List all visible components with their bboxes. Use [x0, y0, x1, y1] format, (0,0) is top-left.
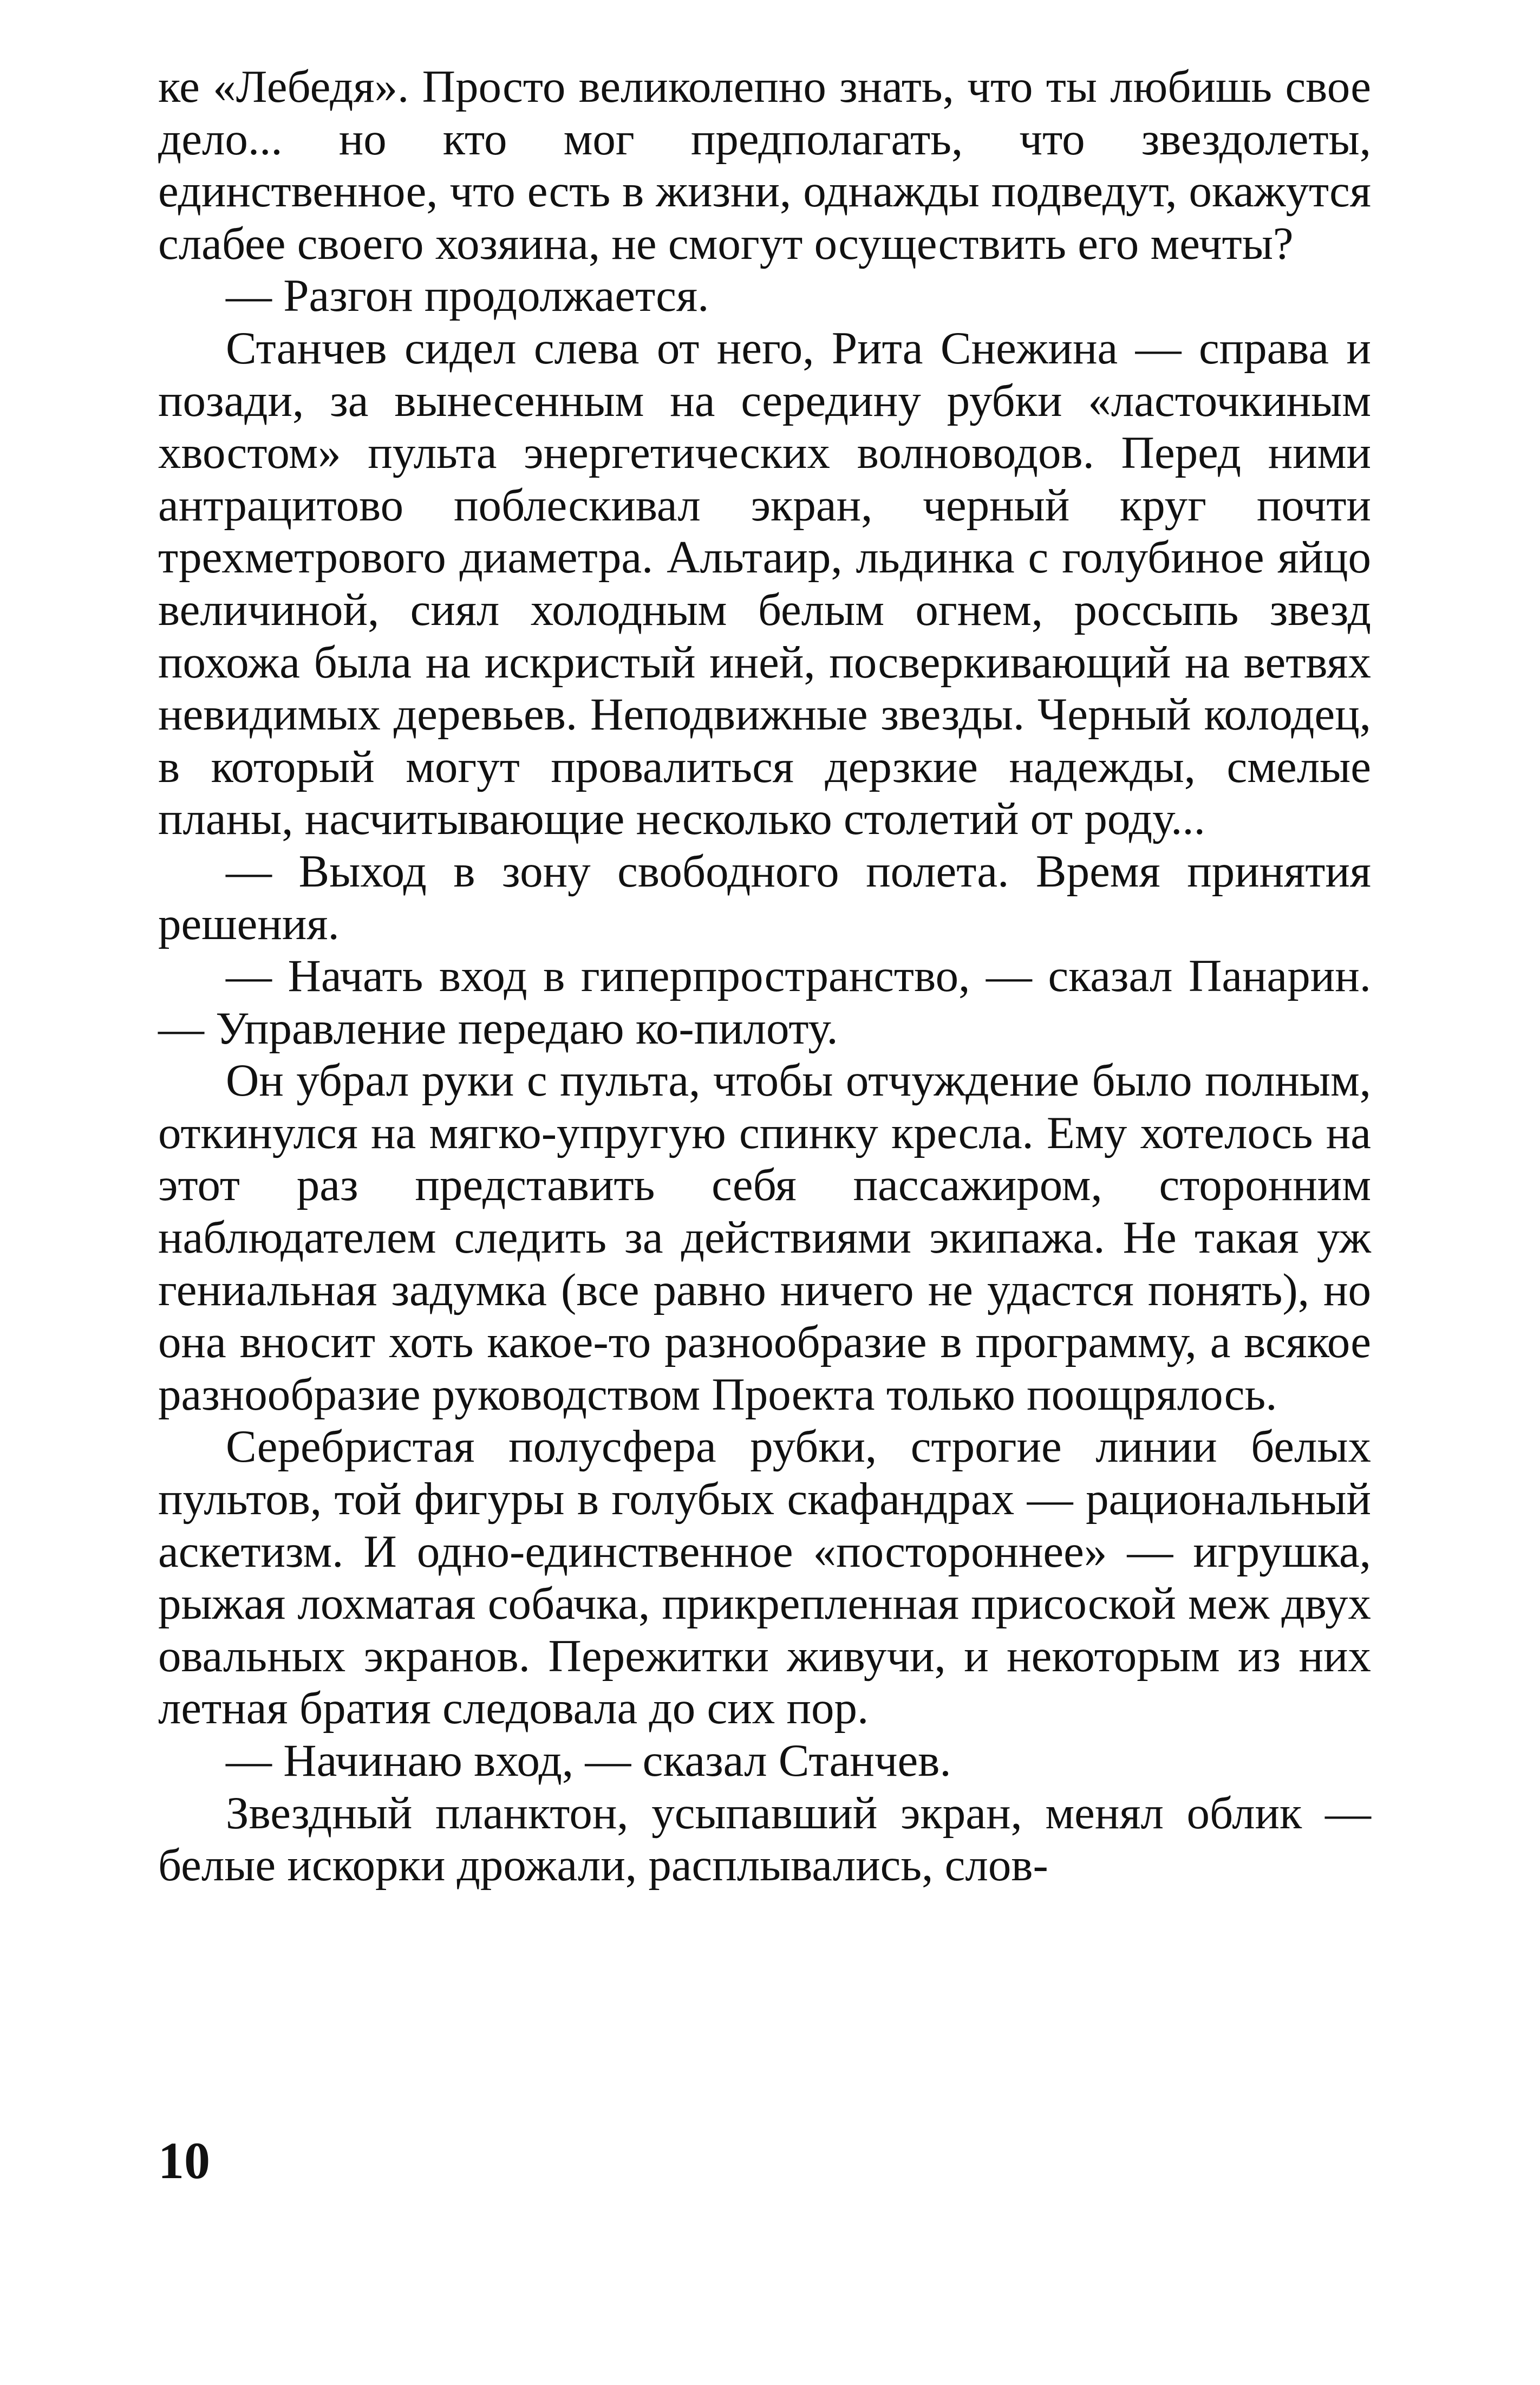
- paragraph-6: Он убрал руки с пульта, чтобы отчуждение было полным, откинулся на мягко-упругую спинку кресла. Ему хотелось на этот раз представить себя пассажиром, сторонним наблюдателем следить за действиями экипажа. Не такая уж гениальная задумка (все равно ничего не удастся понять), но она вносит хоть какое-то разнообразие в программу, а всякое разнообразие руководством Проекта только поощрялось.: [158, 1055, 1371, 1420]
- paragraph-2: — Разгон продолжается.: [226, 270, 709, 322]
- page-number: 10: [158, 2132, 210, 2189]
- paragraph-4: — Выход в зону свободного полета. Время принятия решения.: [158, 845, 1371, 949]
- paragraph-3: Станчев сидел слева от него, Рита Снежина — справа и позади, за вынесенным на середину рубки «ласточкиным хвостом» пульта энергетических волноводов. Перед ними антрацитово поблескивал экран, черный круг почти трехметрового диаметра. Альтаир, льдинка с голубиное яйцо величиной, сиял холодным белым огнем, россыпь звезд похожа была на искристый иней, посверкивающий на ветвях невидимых деревьев. Неподвижные звезды. Черный колодец, в который могут провалиться дерзкие надежды, смелые планы, насчитывающие несколько столетий от роду...: [158, 322, 1371, 845]
- paragraph-5: — Начать вход в гиперпространство, — сказал Панарин. — Управление передаю ко-пилоту.: [158, 950, 1371, 1054]
- paragraph-7: Серебристая полусфера рубки, строгие линии белых пультов, той фигуры в голубых скафандрах — рациональный аскетизм. И одно-единственное «постороннее» — игрушка, рыжая лохматая собачка, прикрепленная присоской меж двух овальных экранов. Пережитки живучи, и некоторым из них летная братия следовала до сих пор.: [158, 1421, 1371, 1734]
- paragraph-9: Звездный планктон, усыпавший экран, менял облик — белые искорки дрожали, расплывались, слов-: [158, 1787, 1371, 1891]
- paragraph-8: — Начинаю вход, — сказал Станчев.: [226, 1735, 951, 1786]
- paragraph-1: ке «Лебедя». Просто великолепно знать, что ты любишь свое дело... но кто мог предполагать, что звездолеты, единственное, что есть в жизни, однажды подведут, окажутся слабее своего хозяина, не смогут осуществить его мечты?: [158, 61, 1371, 269]
- page-text: [158, 61, 1371, 1892]
